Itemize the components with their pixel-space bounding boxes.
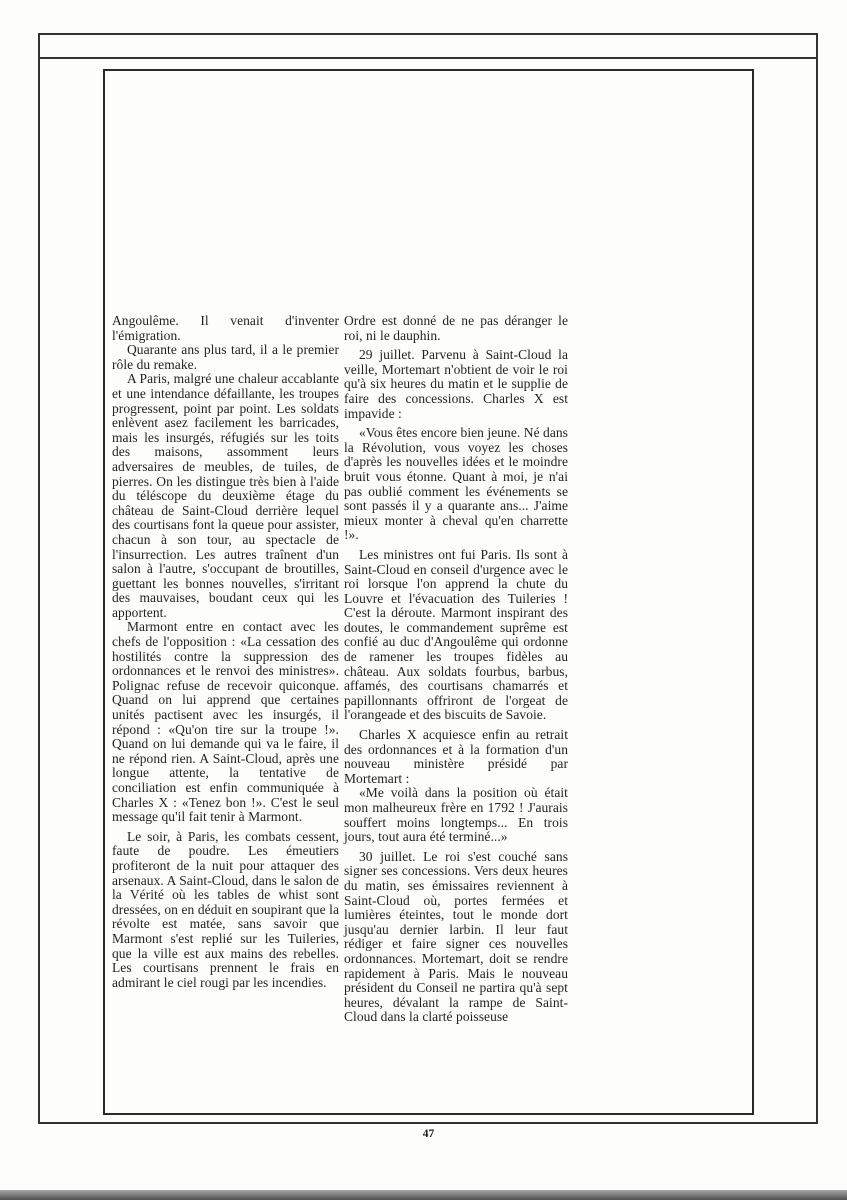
- paragraph: Charles X acquiesce enfin au retrait des ordonnances et à la formation d'un nouveau ministère présidé par Mortemart :: [344, 727, 568, 786]
- paragraph: 29 juillet. Parvenu à Saint-Cloud la veille, Mortemart n'obtient de voir le roi qu'à six heures du matin et le supplie de faire des concessions. Charles X est impavide :: [344, 347, 568, 421]
- paragraph: Angoulême. Il venait d'inventer l'émigration.: [112, 313, 339, 343]
- paragraph: Quarante ans plus tard, il a le premier rôle du remake.: [112, 342, 339, 372]
- header-double-rule: [38, 57, 818, 59]
- paragraph: Marmont entre en contact avec les chefs de l'opposition : «La cessation des hostilités contre la suppression des ordonnances et le renvoi des ministres». Polignac refuse de recevoir quiconque. Quand on lui apprend que certaines unités pactisent avec les insurgés, il répond : «Qu'on tire sur la troupe !». Quand on lui demande qui va le faire, il ne répond rien. A Saint-Cloud, après une longue attente, la tentative de conciliation est enfin communiquée à Charles X : «Tenez bon !». C'est le seul message qu'il fait tenir à Marmont.: [112, 619, 339, 825]
- text-column-left: [112, 314, 339, 990]
- text-column-right: [344, 314, 568, 1025]
- paragraph: Ordre est donné de ne pas déranger le roi, ni le dauphin.: [344, 313, 568, 343]
- paragraph: «Vous êtes encore bien jeune. Né dans la Révolution, vous voyez les choses d'après les nouvelles idées et le moindre bruit vous étonne. Quant à moi, je n'ai pas oublié comment les événements se sont passés il y a quarante ans... J'aime mieux monter à cheval qu'en charrette !».: [344, 425, 568, 543]
- paragraph: A Paris, malgré une chaleur accablante et une intendance défaillante, les troupes progressent, point par point. Les soldats enlèvent asez facilement les barricades, mais les insurgés, réfugiés sur les toits des maisons, assomment leurs adversaires de meubles, de tuiles, de pierres. On les distingue très bien à l'aide du téléscope du deuxième étage du château de Saint-Cloud derrière lequel des courtisans font la queue pour assister, chacun à son tour, au spectacle de l'insurrection. Les autres traînent d'un salon à l'autre, s'occupant de broutilles, guettant les bonnes nouvelles, s'irritant des mauvaises, boudant ceux qui les apportent.: [112, 371, 339, 620]
- page-edge-shadow: [0, 1190, 847, 1200]
- paragraph: Les ministres ont fui Paris. Ils sont à Saint-Cloud en conseil d'urgence avec le roi lorsque l'on apprend la chute du Louvre et l'évacuation des Tuileries ! C'est la déroute. Marmont inspirant des doutes, le commandement suprême est confié au duc d'Angoulême qui ordonne de ramener les troupes fidèles au château. Aux soldats fourbus, barbus, affamés, des courtisans chamarrés et papillonnants offriront de l'orgeat de l'orangeade et des biscuits de Savoie.: [344, 546, 568, 723]
- paragraph: 30 juillet. Le roi s'est couché sans signer ses concessions. Vers deux heures du matin, ses émissaires reviennent à Saint-Cloud où, portes fermées et lumières éteintes, tout le monde dort jusqu'au dernier larbin. Il leur faut rédiger et faire signer ces nouvelles ordonnances. Mortemart, doit se rendre rapidement à Paris. Mais le nouveau président du Conseil ne partira qu'à sept heures, dévalant la rampe de Saint-Cloud dans la clarté poisseuse: [344, 848, 568, 1025]
- page-number: 47: [422, 1128, 435, 1140]
- paragraph: Le soir, à Paris, les combats cessent, faute de poudre. Les émeutiers profiteront de la nuit pour attaquer des arsenaux. A Saint-Cloud, dans le salon de la Vérité où les tables de whist sont dressées, on en déduit en soupirant que la révolte est matée, sans savoir que Marmont s'est replié sur les Tuileries, que la ville est aux mains des rebelles. Les courtisans prennent le frais en admirant le ciel rougi par les incendies.: [112, 828, 339, 990]
- paragraph: «Me voilà dans la position où était mon malheureux frère en 1792 ! J'aurais souffert moins longtemps... En trois jours, tout aura été terminé...»: [344, 785, 568, 845]
